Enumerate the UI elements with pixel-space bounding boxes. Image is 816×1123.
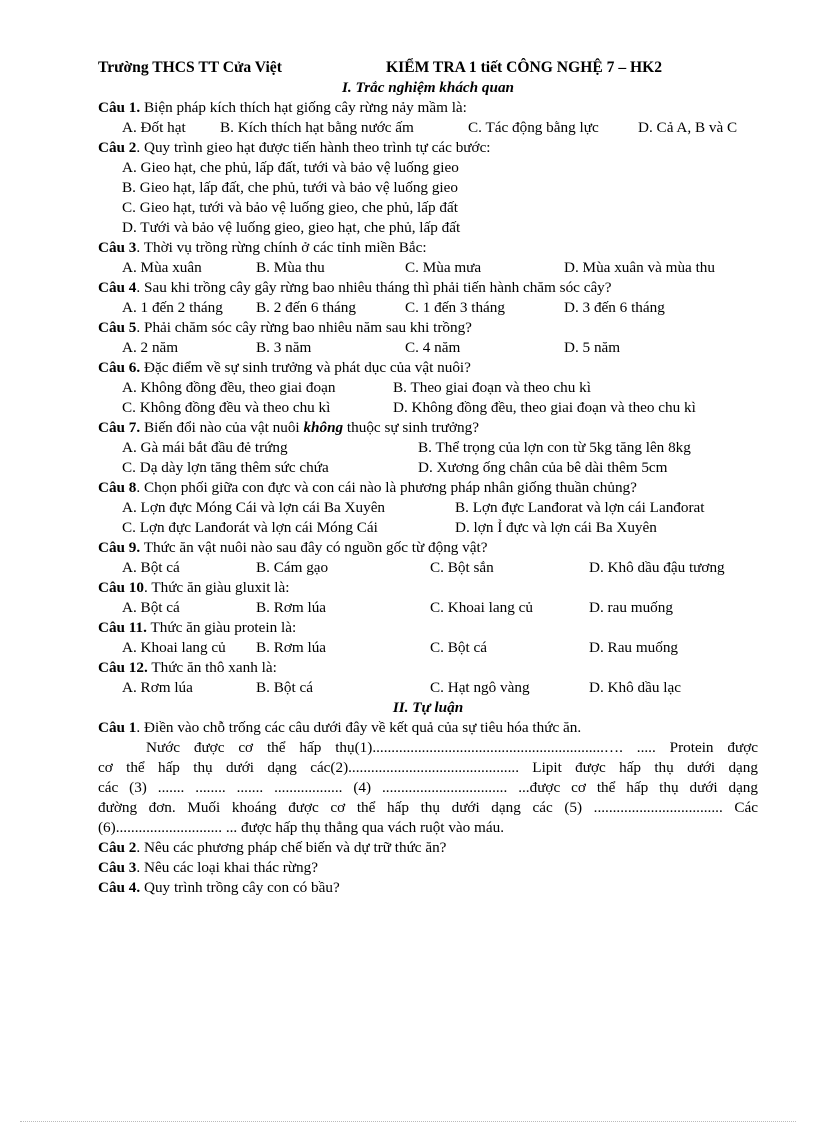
options-10 (98, 598, 758, 618)
question-text: . Thức ăn giàu gluxit là: (144, 579, 290, 596)
option-a: A. 2 năm (122, 339, 179, 356)
option-c: C. Tác động bằng lực (468, 119, 599, 136)
question-text: Thức ăn thô xanh là: (147, 659, 277, 676)
options-5 (98, 338, 758, 358)
option-c: C. Hạt ngô vàng (430, 679, 530, 696)
essay-line-1: Nước được cơ thể hấp thụ(1).............................................................…. ..... Protein được (146, 739, 758, 756)
option-a: A. Bột cá (122, 599, 180, 616)
page-bottom-divider (20, 1121, 796, 1122)
question-number: Câu 1 (98, 719, 137, 736)
question-number: Câu 4. (98, 879, 141, 896)
section-1-title: I. Trắc nghiệm khách quan (341, 79, 515, 96)
question-5 (98, 318, 758, 338)
option-c: C. 1 đến 3 tháng (405, 299, 505, 316)
essay-question-1 (98, 718, 758, 738)
option-b: B. 2 đến 6 tháng (256, 299, 356, 316)
options-6-row-1 (98, 378, 758, 398)
option-b: B. Lợn đực Lanđorat và lợn cái Lanđorat (455, 499, 705, 516)
option-c: C. Lợn đực Lanđorát và lợn cái Móng Cái (122, 519, 378, 536)
question-9 (98, 538, 758, 558)
option-d: D. Khô dầu đậu tương (589, 559, 725, 576)
option-a: A. Gà mái bắt đầu đẻ trứng (122, 439, 288, 456)
question-text: . Nêu các loại khai thác rừng? (136, 859, 318, 876)
question-number: Câu 7. (98, 419, 141, 436)
options-7-row-2 (98, 458, 758, 478)
options-11 (98, 638, 758, 658)
question-text: Quy trình trồng cây con có bầu? (140, 879, 340, 896)
question-text: . Điền vào chỗ trống các câu dưới đây về kết quả của sự tiêu hóa thức ăn. (136, 719, 582, 736)
options-3 (98, 258, 758, 278)
option-b: B. Kích thích hạt bằng nước ấm (220, 119, 414, 136)
question-text: . Nêu các phương pháp chế biến và dự trữ thức ăn? (136, 839, 447, 856)
option-b: B. Gieo hạt, lấp đất, che phủ, tưới và bảo vệ luống gieo (122, 179, 458, 196)
question-text: . Chọn phối giữa con đực và con cái nào là phương pháp nhân giống thuần chủng? (136, 479, 637, 496)
option-d: D. Cả A, B và C (638, 119, 738, 136)
question-number: Câu 3 (98, 239, 137, 256)
options-8-row-1 (98, 498, 758, 518)
options-7-row-1 (98, 438, 758, 458)
option-c: C. 4 năm (405, 339, 461, 356)
option-a: A. 1 đến 2 tháng (122, 299, 223, 316)
question-text: Đặc điểm về sự sinh trưởng và phát dục của vật nuôi? (140, 359, 471, 376)
option-a: A. Khoai lang củ (122, 639, 226, 656)
option-d: D. rau muống (589, 599, 673, 616)
option-a: A. Bột cá (122, 559, 180, 576)
question-text: Biện pháp kích thích hạt giống cây rừng nảy mầm là: (140, 99, 467, 116)
option-c: C. Gieo hạt, tưới và bảo vệ luống gieo, che phủ, lấp đất (122, 199, 458, 216)
option-b: B. 3 năm (256, 339, 312, 356)
essay-line-4: đường đơn. Muối khoáng được cơ thể hấp thụ dưới dạng các (5) .................................. Các (98, 799, 758, 816)
options-8-row-2 (98, 518, 758, 538)
option-d: D. Xương ống chân của bê dài thêm 5cm (418, 459, 668, 476)
option-b: B. Thể trọng của lợn con từ 5kg tăng lên 8kg (418, 439, 691, 456)
options-6-row-2 (98, 398, 758, 418)
options-1 (98, 118, 758, 138)
question-number: Câu 8 (98, 479, 137, 496)
question-8 (98, 478, 758, 498)
option-c: C. Bột sắn (430, 559, 494, 576)
option-a: A. Không đồng đều, theo giai đoạn (122, 379, 336, 396)
question-number: Câu 10 (98, 579, 144, 596)
essay-question-3 (98, 858, 758, 878)
question-number: Câu 2 (98, 839, 137, 856)
option-a: A. Lợn đực Móng Cái và lợn cái Ba Xuyên (122, 499, 386, 516)
option-d: D. 3 đến 6 tháng (564, 299, 665, 316)
option-b: B. Rơm lúa (256, 599, 327, 616)
option-a: A. Đốt hạt (122, 119, 186, 136)
question-10 (98, 578, 758, 598)
question-text-end: thuộc sự sinh trưởng? (343, 419, 479, 436)
option-d: D. Không đồng đều, theo giai đoạn và theo chu kì (393, 399, 696, 416)
option-c: C. Bột cá (430, 639, 487, 656)
school-name: Trường THCS TT Cửa Việt (98, 59, 282, 76)
option-d: D. Khô dầu lạc (589, 679, 681, 696)
options-9 (98, 558, 758, 578)
options-12 (98, 678, 758, 698)
question-7 (98, 418, 758, 438)
question-text: . Phải chăm sóc cây rừng bao nhiêu năm sau khi trồng? (136, 319, 472, 336)
option-a: A. Mùa xuân (122, 259, 202, 276)
option-b: B. Cám gạo (256, 559, 329, 576)
options-4 (98, 298, 758, 318)
question-emphasis: không (303, 419, 344, 436)
question-text: . Thời vụ trồng rừng chính ở các tỉnh miền Bắc: (136, 239, 427, 256)
question-1 (98, 98, 758, 118)
question-12 (98, 658, 758, 678)
question-number: Câu 1. (98, 99, 141, 116)
option-c: C. Dạ dày lợn tăng thêm sức chứa (122, 459, 329, 476)
essay-line-5: (6)............................ ... được hấp thụ thẳng qua vách ruột vào máu. (98, 819, 504, 836)
exam-page (98, 58, 758, 898)
option-d: D. Mùa xuân và mùa thu (564, 259, 715, 276)
option-b: B. Mùa thu (256, 259, 325, 276)
section-2-title: II. Tự luận (392, 699, 464, 716)
question-number: Câu 3 (98, 859, 137, 876)
essay-line-3: các (3) ....... ........ ....... .................. (4) ................................. ...được cơ thể hấp thụ dưới dạng (98, 779, 758, 796)
question-2 (98, 138, 758, 158)
option-a: A. Gieo hạt, che phủ, lấp đất, tưới và bảo vệ luống gieo (122, 159, 459, 176)
question-text: Thức ăn vật nuôi nào sau đây có nguồn gốc từ động vật? (140, 539, 488, 556)
essay-question-2 (98, 838, 758, 858)
option-d: D. 5 năm (564, 339, 621, 356)
question-number: Câu 2 (98, 139, 137, 156)
exam-title: KIỂM TRA 1 tiết CÔNG NGHỆ 7 – HK2 (386, 59, 663, 76)
question-3 (98, 238, 758, 258)
question-text: Biến đổi nào của vật nuôi (140, 419, 304, 436)
question-11 (98, 618, 758, 638)
option-c: C. Khoai lang củ (430, 599, 533, 616)
question-number: Câu 9. (98, 539, 141, 556)
essay-question-4 (98, 878, 758, 898)
question-number: Câu 12. (98, 659, 148, 676)
question-4 (98, 278, 758, 298)
option-d: D. lợn Ỉ đực và lợn cái Ba Xuyên (455, 519, 657, 536)
question-6 (98, 358, 758, 378)
question-number: Câu 11. (98, 619, 147, 636)
option-d: D. Rau muống (589, 639, 679, 656)
option-d: D. Tưới và bảo vệ luống gieo, gieo hạt, che phủ, lấp đất (122, 219, 461, 236)
exam-header (98, 58, 758, 78)
question-number: Câu 5 (98, 319, 137, 336)
essay-line-2: cơ thể hấp thụ dưới dạng các(2)............................................. Lipit được hấp thụ dưới dạng (98, 759, 758, 776)
option-c: C. Mùa mưa (405, 259, 482, 276)
question-text: Thức ăn giàu protein là: (146, 619, 297, 636)
question-number: Câu 4 (98, 279, 137, 296)
question-number: Câu 6. (98, 359, 141, 376)
option-b: B. Bột cá (256, 679, 313, 696)
option-a: A. Rơm lúa (122, 679, 193, 696)
question-text: . Quy trình gieo hạt được tiến hành theo trình tự các bước: (136, 139, 491, 156)
option-b: B. Rơm lúa (256, 639, 327, 656)
question-text: . Sau khi trồng cây gây rừng bao nhiêu tháng thì phải tiến hành chăm sóc cây? (136, 279, 612, 296)
option-b: B. Theo giai đoạn và theo chu kì (393, 379, 591, 396)
option-c: C. Không đồng đều và theo chu kì (122, 399, 331, 416)
